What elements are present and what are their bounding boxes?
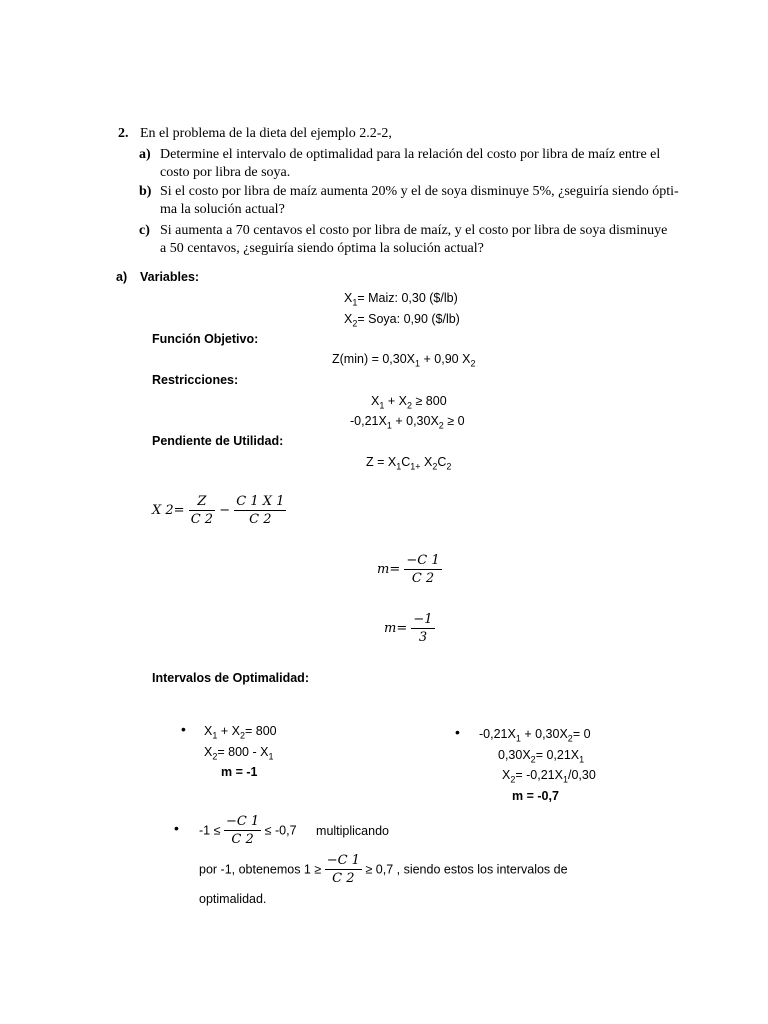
- part-a-line2: costo por libra de soya.: [160, 165, 291, 180]
- conclusion-line1: por -1, obtenemos 1 ≥ $\frac{-C 1}{C 2}$ ≥ 0,7 , siendo estos los intervalos de: [199, 853, 568, 886]
- x2-formula: X 2= $\frac{Z}{C 2}$ − $\frac{C 1 X 1}{C 2}$: [152, 494, 285, 527]
- objective-function: $Z(\min) = 0,30X_1 + 0,90$ $X_2$: [332, 352, 476, 369]
- intervals-heading: Intervalos de Optimalidad:: [152, 671, 309, 685]
- part-c-line1: Si aumenta a 70 centavos el costo por libra de maíz, y el costo por libra de soya disminuye: [160, 223, 668, 238]
- slope-expression: $Z = X_1C_{1+}$ $X_2C_2$: [366, 455, 452, 472]
- slope-heading: Pendiente de Utilidad:: [152, 434, 284, 448]
- variable-x1: $X_1=$ Maiz: 0,30 ($/lb): [344, 291, 458, 308]
- part-b-line1: Si el costo por libra de maíz aumenta 20% y el de soya disminuye 5%, ¿seguiría siendo ópti-: [160, 184, 679, 199]
- part-a-line1: Determine el intervalo de optimalidad para la relación del costo por libra de maíz entre el: [160, 147, 661, 162]
- restriction-1: $X_1 + X_2 \ge 800$: [371, 394, 447, 411]
- part-c-letter: c): [139, 223, 150, 238]
- slope-value-formula: m= $\frac{-1}{3}$: [384, 612, 433, 645]
- left-bullet-line1: $X_1 + X_2= 800$: [204, 724, 277, 741]
- restrictions-heading: Restricciones:: [152, 373, 239, 387]
- variables-heading: Variables:: [140, 270, 200, 284]
- solution-a-label: a): [116, 270, 128, 284]
- right-bullet-line1: $-0,21X_1 + 0,30X_2= 0$: [479, 727, 591, 744]
- variable-x2: $X_2=$ Soya: 0,90 ($/lb): [344, 312, 460, 329]
- objective-heading: Función Objetivo:: [152, 332, 259, 346]
- part-a-letter: a): [139, 147, 151, 162]
- problem-number: 2.: [118, 126, 129, 141]
- part-b-letter: b): [139, 184, 152, 199]
- right-bullet-line2: $0,30X_2= 0,21X_1$: [498, 748, 585, 765]
- right-bullet-dot: •: [455, 724, 460, 740]
- inequality-line: -1 ≤ $\frac{-C 1}{C 2}$ ≤ -0,7 multiplicando: [199, 814, 389, 847]
- conclusion-line2: optimalidad.: [199, 892, 267, 906]
- part-b-line2: ma la solución actual?: [160, 202, 285, 217]
- inequality-bullet-dot: •: [174, 820, 179, 836]
- problem-intro: En el problema de la dieta del ejemplo 2.2-2,: [140, 126, 392, 141]
- right-bullet-slope: m = -0,7: [512, 789, 559, 803]
- left-bullet-slope: m = -1: [221, 765, 258, 779]
- slope-formula: m= $\frac{-C 1}{C 2}$: [377, 553, 440, 586]
- right-bullet-line3: $X_2= -0,21X_1/0,30$: [502, 768, 596, 785]
- part-c-line2: a 50 centavos, ¿seguiría siendo óptima la solución actual?: [160, 241, 484, 256]
- left-bullet-line2: $X_2= 800 - X_1$: [204, 745, 274, 762]
- left-bullet-dot: •: [181, 721, 186, 737]
- restriction-2: $-0,21X_1 + 0,30X_2 \ge 0$: [350, 414, 465, 431]
